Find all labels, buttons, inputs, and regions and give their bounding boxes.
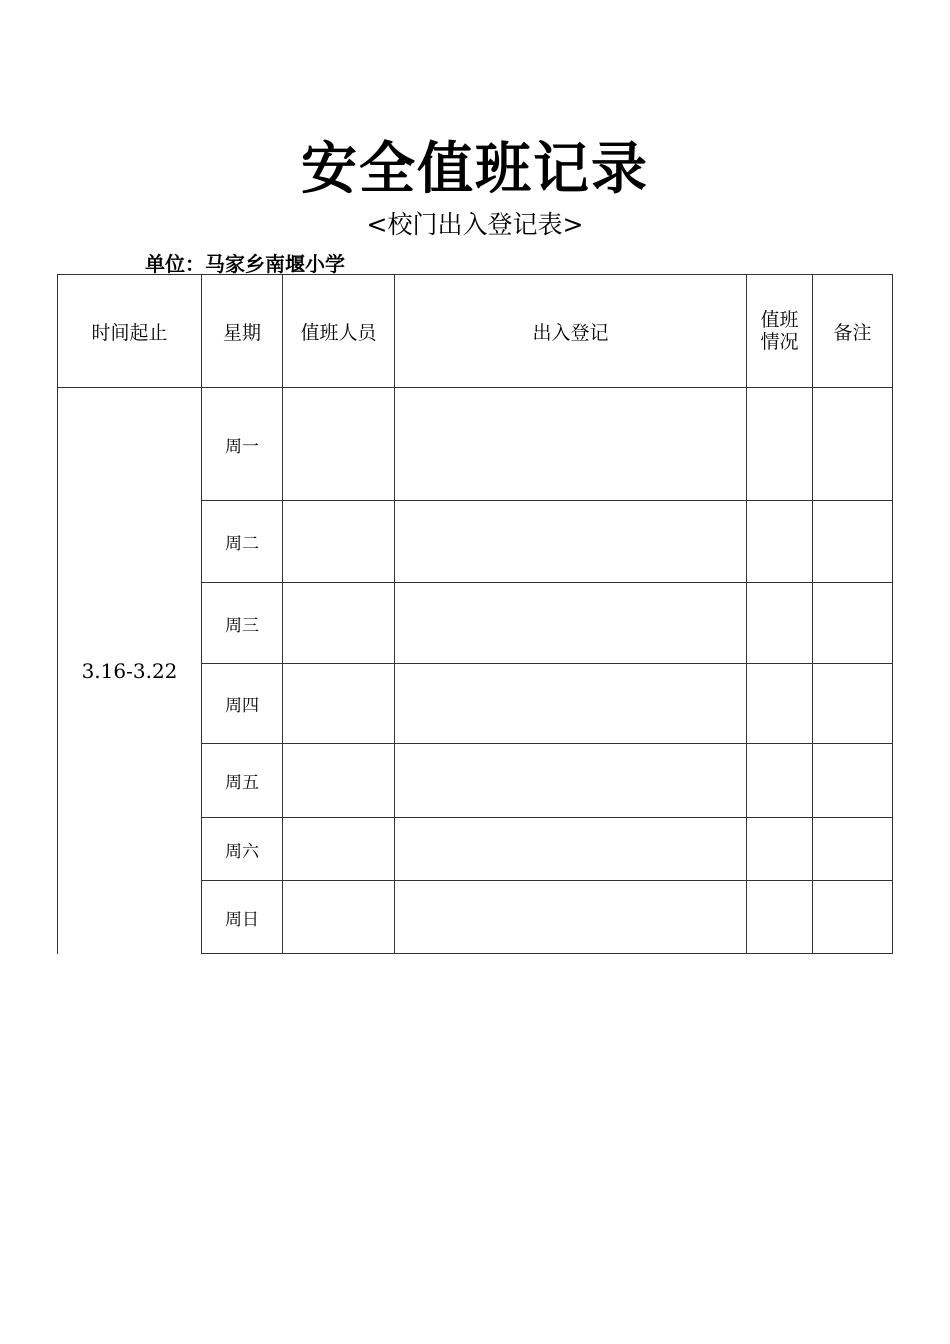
document-subtitle: <校门出入登记表> (366, 210, 584, 239)
weekday-cell: 周六 (202, 818, 283, 881)
header-weekday: 星期 (202, 275, 283, 388)
weekday-cell: 周一 (202, 388, 283, 501)
entry-exit-cell[interactable] (395, 501, 747, 583)
duty-status-cell[interactable] (747, 583, 813, 664)
weekday-cell: 周三 (202, 583, 283, 664)
remarks-cell[interactable] (813, 664, 893, 744)
duty-staff-cell[interactable] (283, 583, 395, 664)
entry-exit-cell[interactable] (395, 881, 747, 954)
duty-status-cell[interactable] (747, 664, 813, 744)
date-range: 3.16-3.22 (81, 658, 178, 683)
header-duty-status-line2: 情况 (760, 331, 799, 353)
duty-log-table (57, 274, 893, 954)
duty-staff-cell[interactable] (283, 818, 395, 881)
unit-label: 单位：马家乡南堰小学 (145, 252, 345, 276)
remarks-cell[interactable] (813, 583, 893, 664)
table-row (58, 388, 893, 501)
remarks-cell[interactable] (813, 388, 893, 501)
duty-staff-cell[interactable] (283, 744, 395, 818)
duty-status-cell[interactable] (747, 744, 813, 818)
entry-exit-cell[interactable] (395, 818, 747, 881)
header-row (58, 275, 893, 388)
weekday-cell: 周二 (202, 501, 283, 583)
entry-exit-cell[interactable] (395, 583, 747, 664)
document-title: 安全值班记录 (301, 137, 649, 202)
weekday-cell: 周四 (202, 664, 283, 744)
entry-exit-cell[interactable] (395, 388, 747, 501)
duty-staff-cell[interactable] (283, 388, 395, 501)
duty-status-cell[interactable] (747, 388, 813, 501)
header-time-range: 时间起止 (58, 275, 202, 388)
remarks-cell[interactable] (813, 744, 893, 818)
duty-staff-cell[interactable] (283, 664, 395, 744)
duty-status-cell[interactable] (747, 501, 813, 583)
remarks-cell[interactable] (813, 881, 893, 954)
entry-exit-cell[interactable] (395, 664, 747, 744)
remarks-cell[interactable] (813, 501, 893, 583)
header-remarks: 备注 (813, 275, 893, 388)
header-entry-exit-log: 出入登记 (395, 275, 747, 388)
header-duty-status-line1: 值班 (760, 309, 799, 331)
header-duty-staff: 值班人员 (283, 275, 395, 388)
duty-staff-cell[interactable] (283, 881, 395, 954)
duty-status-cell[interactable] (747, 818, 813, 881)
remarks-cell[interactable] (813, 818, 893, 881)
weekday-cell: 周五 (202, 744, 283, 818)
entry-exit-cell[interactable] (395, 744, 747, 818)
date-range-cell (58, 388, 202, 954)
duty-staff-cell[interactable] (283, 501, 395, 583)
weekday-cell: 周日 (202, 881, 283, 954)
duty-status-cell[interactable] (747, 881, 813, 954)
header-duty-status (747, 275, 813, 388)
